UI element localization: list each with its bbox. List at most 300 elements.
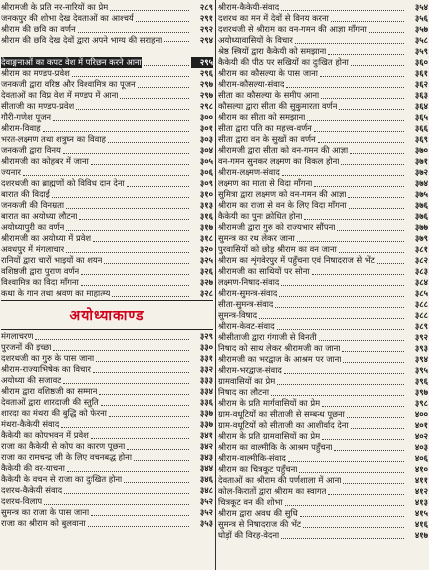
toc-entry-title: श्रीरामजी का भरद्वाज के आश्रम पर जाना: [218, 354, 342, 364]
toc-leader-dots: [93, 235, 189, 242]
toc-leader-dots: [281, 532, 404, 539]
toc-entry-page: ३५४: [414, 2, 428, 12]
toc-entry-page: २९५: [191, 57, 213, 68]
toc-entry-title: राजा का रामचन्द्र जी के लिए वचनबद्ध होना: [1, 452, 132, 462]
toc-entry: [1, 386, 213, 397]
toc-entry: [218, 200, 428, 211]
toc-entry-title: श्रीराम का राजा से वन के लिए विदा माँगना: [218, 200, 347, 210]
toc-leader-dots: [285, 499, 404, 506]
toc-entry: [218, 189, 428, 200]
toc-leader-dots: [277, 378, 404, 385]
toc-entry: [218, 475, 428, 486]
toc-entry: [218, 255, 428, 266]
toc-entry-page: ३३४: [199, 386, 213, 396]
toc-entry-title: कैकेयी की वर-याचना: [1, 463, 65, 473]
toc-entry-title: विश्वामित्र का विदा माँगना: [1, 277, 79, 287]
toc-entry-title: सुमन्त्र-विषाद: [218, 310, 258, 320]
toc-entry: [1, 156, 213, 167]
toc-leader-dots: [144, 59, 189, 66]
toc-leader-dots: [342, 345, 404, 352]
toc-entry-page: ३८९: [414, 321, 428, 331]
toc-leader-dots: [112, 290, 189, 297]
toc-leader-dots: [52, 191, 189, 198]
toc-leader-dots: [79, 213, 189, 220]
toc-entry-page: ३२६: [199, 266, 213, 276]
toc-leader-dots: [127, 180, 189, 187]
toc-entry-page: ३६२: [414, 79, 428, 89]
section-rule-bottom: [1, 329, 213, 330]
toc-leader-dots: [304, 213, 404, 220]
toc-leader-dots: [23, 169, 189, 176]
toc-leader-dots: [275, 301, 404, 308]
toc-entry-title: सीताजी का मण्डप-प्रवेश: [1, 101, 75, 111]
toc-entry: [218, 244, 428, 255]
toc-entry: [1, 90, 213, 101]
toc-entry-title: दशरथजी का गुरु के पास जाना: [1, 353, 95, 363]
toc-entry-title: सुमन्त्र से निषादराज की भेंट: [218, 519, 302, 529]
toc-entry-title: पुरजनों की इच्छा: [1, 342, 52, 352]
toc-entry-page: ३२९: [199, 331, 213, 341]
toc-entry: [1, 2, 213, 13]
toc-entry-page: ३५२: [199, 507, 213, 517]
toc-entry: [218, 101, 428, 112]
toc-entry-title: श्रीराम द्वारा अवध की सुधि: [218, 508, 298, 518]
toc-leader-dots: [43, 125, 189, 132]
toc-entry-page: ३००: [199, 112, 213, 122]
toc-leader-dots: [76, 103, 189, 110]
toc-entry-page: ३३२: [199, 364, 213, 374]
toc-entry-page: ३०९: [199, 178, 213, 188]
toc-entry-title: श्रीराम-सुमन्त्र-संवाद: [218, 288, 278, 298]
toc-entry: [218, 343, 428, 354]
toc-entry: [218, 211, 428, 222]
toc-leader-dots: [91, 158, 189, 165]
toc-entry: [218, 145, 428, 156]
toc-entry: [1, 134, 213, 145]
toc-leader-dots: [328, 48, 404, 55]
toc-entry-title: निषाद का लौटना: [218, 387, 270, 397]
toc-entry-title: ग्रामवासियों का प्रेम: [218, 376, 276, 386]
toc-entry-page: ३१७: [199, 222, 213, 232]
toc-entry: [1, 178, 213, 189]
toc-entry-title: श्रीराम का मण्डप-प्रवेश: [1, 68, 70, 78]
toc-entry-title: वशिष्ठजी द्वारा पुराण वर्णन: [1, 266, 80, 276]
toc-entry: [1, 288, 213, 299]
toc-entry-title: जनकजी द्वारा वरिष्ठ और विश्वामित्र का पूजन: [1, 79, 136, 89]
toc-entry-title: कोल-किरातों द्वारा श्रीराम का स्वागत: [218, 486, 327, 496]
toc-entry-title: राजा का श्रीराम को बुलवाना: [1, 518, 86, 528]
toc-entry-title: घोड़ों की विरह-वेदना: [218, 530, 280, 540]
toc-entry-page: ३५६: [414, 13, 428, 23]
toc-entry-title: श्रीसीताजी द्वारा गंगाजी से विनती: [218, 332, 317, 342]
toc-entry: [1, 452, 213, 463]
toc-entry-page: ३५८: [414, 35, 428, 45]
toc-entry: [218, 233, 428, 244]
toc-entry-title: अयोध्या की सजावट: [1, 375, 62, 385]
toc-leader-dots: [44, 498, 189, 505]
toc-leader-dots: [91, 509, 189, 516]
toc-column-left: [1, 2, 213, 529]
toc-entry-title: देवताओं का विप्र वेश में मण्डप में आना: [1, 90, 119, 100]
toc-entry-title: ग्राम-वधूटियों का सीताजी से सम्बन्ध पूछना: [218, 409, 345, 419]
toc-entry-page: ३७६: [414, 200, 428, 210]
toc-entry-page: ३२०: [199, 244, 213, 254]
toc-entry-page: ३१०: [199, 189, 213, 199]
toc-entry-title: कैकेयी की पीठ पर सखियों का दुःखित होना: [218, 57, 349, 67]
toc-entry-page: ४१०: [414, 464, 428, 474]
toc-entry-title: श्रीराम द्वारा वशिष्ठजी का सम्मान: [1, 386, 98, 396]
toc-entry-page: ३१८: [199, 233, 213, 243]
toc-entry-title: ज्यनार: [1, 167, 21, 177]
toc-entry-page: ३६१: [414, 68, 428, 78]
toc-leader-dots: [63, 377, 189, 384]
toc-list-ayodhyakand: [1, 331, 213, 529]
toc-leader-dots: [96, 355, 189, 362]
toc-leader-dots: [288, 455, 404, 462]
toc-leader-dots: [351, 59, 404, 66]
toc-entry-page: ४००: [414, 409, 428, 419]
toc-entry: [1, 397, 213, 408]
toc-entry-page: ३३६: [199, 397, 213, 407]
section-title: अयोध्याकाण्ड: [69, 307, 145, 324]
toc-entry-title: सुमित्रा द्वारा लक्ष्मण को वन-गमन की आज्ञा: [218, 189, 347, 199]
toc-entry: [218, 46, 428, 57]
toc-leader-dots: [347, 411, 404, 418]
toc-leader-dots: [120, 92, 189, 99]
toc-entry-page: ४१३: [414, 497, 428, 507]
toc-leader-dots: [259, 312, 404, 319]
toc-entry-title: अयोध्यावासियों के विचार: [218, 35, 293, 45]
toc-entry-page: ३४२: [199, 441, 213, 451]
toc-entry-title: श्रीराम का वाल्मीकि के आश्रम पहुँचना: [218, 442, 333, 452]
toc-entry: [1, 463, 213, 474]
toc-entry: [1, 496, 213, 507]
toc-entry-title: श्रीराम का शृंगवेरपुर में पहुँचना एवं निषादराज से भेंट: [218, 255, 375, 265]
toc-entry-page: ३३३: [199, 375, 213, 385]
toc-list-balkand: [1, 2, 213, 299]
toc-entry-title: श्रीराम के प्रति ग्रामवासियों का प्रेम: [218, 431, 321, 441]
toc-leader-dots: [72, 70, 189, 77]
toc-leader-dots: [300, 510, 404, 517]
toc-entry: [1, 507, 213, 518]
toc-entry: [218, 431, 428, 442]
toc-leader-dots: [369, 26, 404, 33]
toc-entry: [1, 518, 213, 529]
toc-entry-title: अवधपुर में मंगलाचार: [1, 244, 65, 254]
toc-entry-title: लक्ष्मण का माता से विदा माँगना: [218, 178, 313, 188]
toc-entry: [218, 299, 428, 310]
toc-entry: [1, 277, 213, 288]
toc-entry-title: रानियों द्वारा चारों भाइयों का शयन: [1, 255, 103, 265]
toc-entry-page: ३७६: [414, 211, 428, 221]
toc-entry-page: ३७४: [414, 178, 428, 188]
toc-entry-page: ३३७: [199, 408, 213, 418]
toc-entry-title: श्रीराम का चित्रकूट पहुँचना: [218, 464, 298, 474]
toc-entry-page: ३६९: [414, 134, 428, 144]
toc-entry: [218, 365, 428, 376]
toc-entry: [1, 233, 213, 244]
toc-entry-title: कौसल्या द्वारा सीता की सुकुमारता वर्णन: [218, 101, 338, 111]
toc-entry-title: देवताओं का श्रीराम की पर्णशाला में आना: [218, 475, 342, 485]
toc-entry-title: कैकेयी का कोपभवन में प्रवेश: [1, 430, 89, 440]
toc-leader-dots: [81, 279, 189, 286]
toc-leader-dots: [138, 81, 189, 88]
toc-entry: [1, 79, 213, 90]
toc-entry-page: ३१३: [199, 200, 213, 210]
toc-entry-page: ४०३: [414, 442, 428, 452]
toc-entry-page: ३७०: [414, 145, 428, 155]
toc-entry: [218, 167, 428, 178]
toc-entry-page: २८९: [199, 2, 213, 12]
toc-leader-dots: [349, 202, 404, 209]
toc-entry: [1, 485, 213, 496]
toc-entry: [1, 255, 213, 266]
toc-entry: [1, 24, 213, 35]
toc-entry: [218, 310, 428, 321]
toc-leader-dots: [350, 147, 404, 154]
toc-entry-title: बारात की विदाई: [1, 189, 50, 199]
toc-entry-page: ४१७: [414, 530, 428, 540]
toc-entry-title: जनकजी की विनम्रता: [1, 200, 65, 210]
toc-leader-dots: [343, 477, 404, 484]
toc-entry-page: ३८१: [414, 244, 428, 254]
toc-leader-dots: [339, 246, 404, 253]
toc-entry-page: ३८८: [414, 299, 428, 309]
toc-entry-page: ४०६: [414, 453, 428, 463]
toc-entry: [1, 353, 213, 364]
toc-entry-page: ४०२: [414, 431, 428, 441]
toc-entry-title: मंथरा-कैकेयी संवाद: [1, 419, 60, 429]
toc-entry: [218, 508, 428, 519]
toc-entry: [1, 419, 213, 430]
toc-entry-page: ३८५: [414, 288, 428, 298]
toc-entry: [1, 101, 213, 112]
toc-leader-dots: [299, 466, 404, 473]
toc-entry-page: ३४१: [199, 430, 213, 440]
toc-entry: [1, 441, 213, 452]
toc-leader-dots: [101, 399, 189, 406]
toc-entry-page: ३०१: [199, 123, 213, 133]
toc-entry-title: दशरथ-कैकेयी संवाद: [1, 485, 63, 495]
toc-entry-title: श्रीराम-कौसल्या-संवाद: [218, 79, 285, 89]
toc-entry-title: श्रीराम-वाल्मीकि-संवाद: [218, 453, 286, 463]
toc-leader-dots: [104, 257, 189, 264]
toc-entry-page: ३४८: [199, 485, 213, 495]
toc-entry-page: ३६४: [414, 101, 428, 111]
toc-leader-dots: [110, 4, 189, 11]
toc-entry-title: जनकजी द्वारा विनय: [1, 145, 61, 155]
toc-leader-dots: [303, 521, 404, 528]
toc-entry-title: पुरवासियों को छोड़ श्रीराम का वन जाना: [218, 244, 337, 254]
toc-entry-title: भरत-लक्ष्मण तथा शत्रुघ्न का विवाह: [1, 134, 106, 144]
toc-entry-page: ३८८: [414, 310, 428, 320]
toc-entry-page: ३५२: [199, 496, 213, 506]
toc-leader-dots: [66, 202, 189, 209]
toc-leader-dots: [297, 235, 404, 242]
toc-entry-title: श्रीरामजी का कोहबर में जाना: [1, 156, 89, 166]
toc-entry-title: श्रीराम-केवट-संवाद: [218, 321, 275, 331]
toc-entry: [218, 79, 428, 90]
toc-leader-dots: [63, 147, 189, 154]
toc-entry-title: लक्ष्मण-निषाद-संवाद: [218, 277, 280, 287]
toc-leader-dots: [281, 279, 404, 286]
toc-entry-title: राजा का कैकेयी से कोप का कारण पूछना: [1, 441, 126, 451]
toc-entry-title: मंगलाचरण: [1, 331, 34, 341]
toc-entry: [1, 430, 213, 441]
toc-entry: [218, 420, 428, 431]
toc-leader-dots: [339, 103, 404, 110]
toc-entry-page: ३९५: [414, 365, 428, 375]
toc-entry: [218, 376, 428, 387]
toc-leader-dots: [136, 15, 189, 22]
toc-leader-dots: [124, 476, 189, 483]
toc-entry: [218, 354, 428, 365]
toc-leader-dots: [67, 465, 189, 472]
toc-entry-page: २९१: [199, 13, 213, 23]
toc-entry-page: ३७१: [414, 156, 428, 166]
toc-entry-page: २९४: [199, 35, 213, 45]
toc-entry: [218, 68, 428, 79]
toc-leader-dots: [321, 92, 404, 99]
toc-entry-page: ३१६: [199, 211, 213, 221]
toc-leader-dots: [284, 367, 404, 374]
toc-entry-page: ३४६: [199, 474, 213, 484]
toc-entry-page: ३०३: [199, 134, 213, 144]
toc-entry: [218, 24, 428, 35]
toc-entry-title: सुमन्त्र का राजा के पास जाना: [1, 507, 90, 517]
toc-leader-dots: [91, 432, 189, 439]
toc-entry-title: श्रीराम-राज्याभिषेक का विचार: [1, 364, 91, 374]
column-divider: [215, 0, 216, 570]
toc-entry-page: ३२८: [199, 288, 213, 298]
toc-leader-dots: [53, 344, 189, 351]
toc-entry-title: श्रीराम-लक्ष्मण-संवाद: [218, 167, 280, 177]
toc-entry-page: ३७२: [414, 167, 428, 177]
toc-leader-dots: [281, 4, 404, 11]
toc-entry-title: श्रीरामजी का अयोध्या में प्रवेश: [1, 233, 92, 243]
toc-entry-page: ३३०: [199, 342, 213, 352]
toc-entry-title: श्रीरामजी द्वारा सीता को वन-गमन की आज्ञा: [218, 145, 349, 155]
toc-entry-page: ३५३: [199, 518, 213, 528]
toc-entry-title: श्रीरामजी का साथियों पर सोना: [218, 266, 310, 276]
toc-leader-dots: [64, 487, 189, 494]
toc-entry-page: ३५७: [414, 24, 428, 34]
toc-entry-page: २९८: [199, 101, 213, 111]
toc-leader-dots: [314, 125, 404, 132]
toc-entry-title: श्रीराम के प्रति मार्गवासियों का प्रेम: [218, 398, 321, 408]
toc-entry: [218, 123, 428, 134]
toc-entry: [1, 331, 213, 342]
toc-entry-page: ३८३: [414, 266, 428, 276]
toc-leader-dots: [348, 191, 404, 198]
toc-leader-dots: [337, 224, 404, 231]
toc-leader-dots: [109, 410, 189, 417]
toc-entry-title: दशरथजी से श्रीराम का वन-गमन की आज्ञा माँगना: [218, 24, 367, 34]
toc-leader-dots: [279, 290, 404, 297]
toc-entry: [1, 13, 213, 24]
toc-leader-dots: [66, 246, 189, 253]
toc-entry: [1, 244, 213, 255]
section-rule-top: [1, 300, 213, 301]
toc-entry-page: ३५९: [414, 46, 428, 56]
toc-entry: [1, 375, 213, 386]
toc-entry: [1, 266, 213, 277]
toc-leader-dots: [331, 15, 404, 22]
toc-leader-dots: [314, 180, 404, 187]
toc-entry: [1, 200, 213, 211]
toc-entry: [218, 156, 428, 167]
toc-entry: [1, 342, 213, 353]
toc-entry: [1, 68, 213, 79]
toc-entry: [218, 222, 428, 233]
toc-leader-dots: [286, 81, 404, 88]
toc-entry-page: ३२७: [199, 277, 213, 287]
toc-list-right: [218, 2, 428, 541]
toc-entry: [1, 408, 213, 419]
toc-entry-title: श्रीराम-भरद्वाज-संवाद: [218, 365, 282, 375]
toc-leader-dots: [134, 454, 189, 461]
toc-entry: [218, 519, 428, 530]
toc-entry-title: श्रीराम-कैकेयी-संवाद: [218, 2, 280, 12]
toc-entry-title: वन-गमन सुनकर लक्ष्मण का विकल होना: [218, 156, 340, 166]
toc-entry-title: ग्राम-वधूटियों को सीताजी का आशीर्वाद देना: [218, 420, 349, 430]
toc-leader-dots: [164, 35, 189, 42]
toc-column-right: [218, 2, 428, 541]
toc-entry-title: निषाद को साथ लेकर श्रीरामजी का जाना: [218, 343, 341, 353]
toc-entry: [218, 266, 428, 277]
toc-leader-dots: [295, 37, 404, 44]
toc-entry: [1, 364, 213, 375]
toc-entry: [218, 13, 428, 24]
toc-leader-dots: [319, 334, 404, 341]
toc-entry: [1, 35, 213, 57]
toc-entry-page: ३६३: [414, 90, 428, 100]
toc-leader-dots: [93, 366, 189, 373]
toc-entry-page: ३८२: [414, 255, 428, 265]
toc-entry-page: २९६: [199, 68, 213, 78]
toc-entry: [218, 332, 428, 343]
toc-leader-dots: [61, 421, 189, 428]
toc-leader-dots: [341, 158, 404, 165]
toc-entry-title: कैकेयी के वचन से राजा का दुःखित होना: [1, 474, 123, 484]
toc-entry: [218, 387, 428, 398]
toc-entry-title: श्रीरामजी द्वारा गुरु को राज्यभार सौंपना: [218, 222, 336, 232]
toc-entry: [218, 35, 428, 46]
toc-entry-page: ४०१: [414, 420, 428, 430]
toc-entry-page: ३०५: [199, 156, 213, 166]
toc-entry-title: बारात का अयोध्या लौटना: [1, 211, 78, 221]
toc-entry-title: श्रेष्ठ स्त्रियों द्वारा कैकेयी को समझाना: [218, 46, 327, 56]
toc-entry: [218, 277, 428, 288]
toc-entry-page: ३९४: [414, 354, 428, 364]
toc-entry-title: शारदा का मंथरा की बुद्धि को फेरना: [1, 408, 107, 418]
toc-entry: [218, 409, 428, 420]
toc-leader-dots: [271, 389, 404, 396]
toc-entry-page: ३४३: [199, 452, 213, 462]
toc-entry-title: जनकपुर की शोभा देख देवताओं का आश्चर्य: [1, 13, 134, 23]
toc-entry-title: श्रीरामजी के प्रति नर-नारियों का प्रेम: [1, 2, 109, 12]
toc-entry-title: दशरथ-विलाप: [1, 496, 43, 506]
toc-entry: [218, 398, 428, 409]
toc-entry-title: श्रीराम का कौसल्या के पास जाना: [218, 68, 318, 78]
toc-leader-dots: [282, 169, 404, 176]
toc-leader-dots: [307, 114, 404, 121]
toc-entry-page: ३२५: [199, 255, 213, 265]
toc-leader-dots: [343, 356, 404, 363]
toc-entry-page: ४१२: [414, 486, 428, 496]
toc-entry-page: २९७: [199, 79, 213, 89]
toc-leader-dots: [312, 268, 404, 275]
